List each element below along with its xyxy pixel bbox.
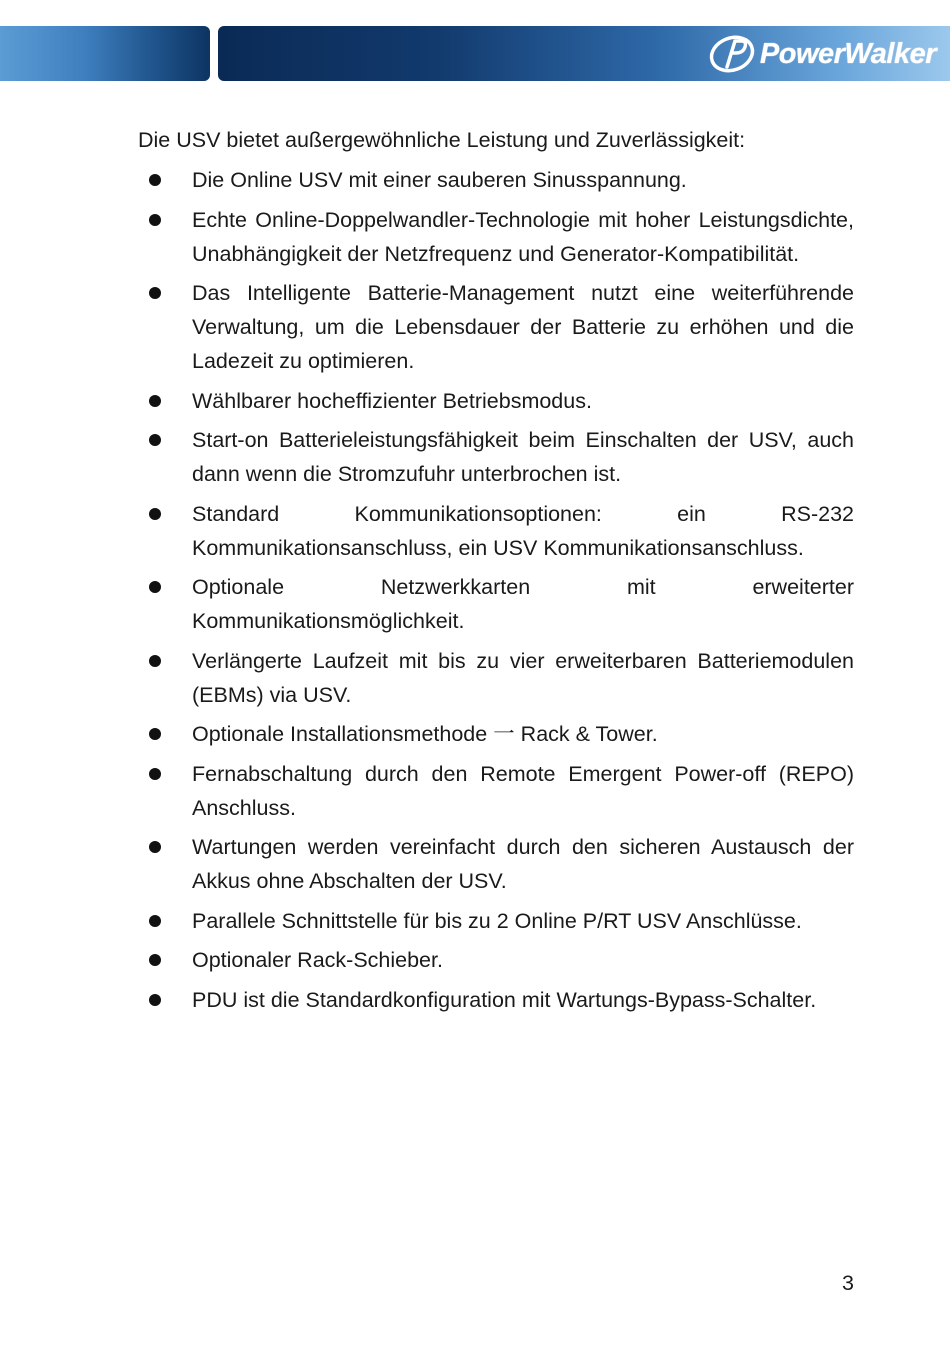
page-header — [0, 26, 950, 81]
list-item — [138, 497, 854, 565]
list-item-text: Wählbarer hocheffizienter Betriebsmodus. — [192, 388, 592, 413]
list-item-text: Fernabschaltung durch den Remote Emergent Power-off (REPO) Anschluss. — [192, 761, 854, 820]
bullet-icon — [149, 768, 161, 780]
bullet-icon — [149, 395, 161, 407]
bullet-icon — [149, 915, 161, 927]
bullet-icon — [149, 174, 161, 186]
list-item-text: Die Online USV mit einer sauberen Sinusspannung. — [192, 168, 687, 192]
bullet-icon — [149, 994, 161, 1006]
brand-name: PowerWalker — [759, 37, 936, 70]
list-item-text: Das Intelligente Batterie-Management nutzt eine weiterführende Verwaltung, um die Lebensdauer der Batterie zu erhöhen und die Ladezeit zu optimieren. — [192, 281, 854, 373]
list-item — [138, 717, 854, 751]
list-item-text: Optionale Netzwerkkarten mit erweiterter Kommunikationsmöglichkeit. — [192, 575, 854, 633]
brand-logo — [708, 34, 936, 74]
powerwalker-logo-icon — [708, 34, 756, 74]
bullet-icon — [149, 508, 161, 520]
list-item — [138, 276, 854, 378]
list-item — [138, 943, 854, 977]
list-item — [138, 423, 854, 491]
bullet-icon — [149, 287, 161, 299]
list-item-text: PDU ist die Standardkonfiguration mit Wartungs-Bypass-Schalter. — [192, 987, 817, 1012]
list-item-text: Wartungen werden vereinfacht durch den sicheren Austausch der Akkus ohne Abschalten der USV. — [192, 835, 854, 893]
bullet-icon — [149, 655, 161, 667]
list-item-text: Parallele Schnittstelle für bis zu 2 Online P/RT USV Anschlüsse. — [192, 908, 802, 933]
bullet-icon — [149, 728, 161, 740]
bullet-icon — [149, 954, 161, 966]
list-item — [138, 163, 854, 197]
header-bar-right — [218, 26, 950, 81]
bullet-icon — [149, 581, 161, 593]
list-item-text: Standard Kommunikationsoptionen: ein RS-232 Kommunikationsanschluss, ein USV Kommunikationsanschluss. — [192, 501, 854, 560]
bullet-icon — [149, 434, 161, 446]
list-item — [138, 830, 854, 898]
bullet-icon — [149, 841, 161, 853]
document-body — [138, 123, 854, 1022]
intro-text: Die USV bietet außergewöhnliche Leistung und Zuverlässigkeit: — [138, 128, 746, 152]
page-number: 3 — [842, 1271, 854, 1295]
bullet-icon — [149, 214, 161, 226]
list-item-text: Optionale Installationsmethode 一 Rack & Tower. — [192, 722, 658, 746]
header-bar-left — [0, 26, 210, 81]
list-item — [138, 983, 854, 1017]
list-item — [138, 904, 854, 938]
list-item — [138, 203, 854, 271]
list-item — [138, 570, 854, 638]
feature-list — [138, 163, 854, 1017]
list-item-text: Verlängerte Laufzeit mit bis zu vier erweiterbaren Batteriemodulen (EBMs) via USV. — [192, 648, 854, 707]
list-item-text: Optionaler Rack-Schieber. — [192, 948, 443, 972]
list-item — [138, 644, 854, 712]
list-item — [138, 757, 854, 825]
list-item-text: Start-on Batterieleistungsfähigkeit beim Einschalten der USV, auch dann wenn die Stromzufuhr unterbrochen ist. — [192, 428, 854, 486]
list-item-text: Echte Online-Doppelwandler-Technologie mit hoher Leistungsdichte, Unabhängigkeit der Netzfrequenz und Generator-Kompatibilität. — [192, 207, 854, 266]
list-item — [138, 384, 854, 418]
